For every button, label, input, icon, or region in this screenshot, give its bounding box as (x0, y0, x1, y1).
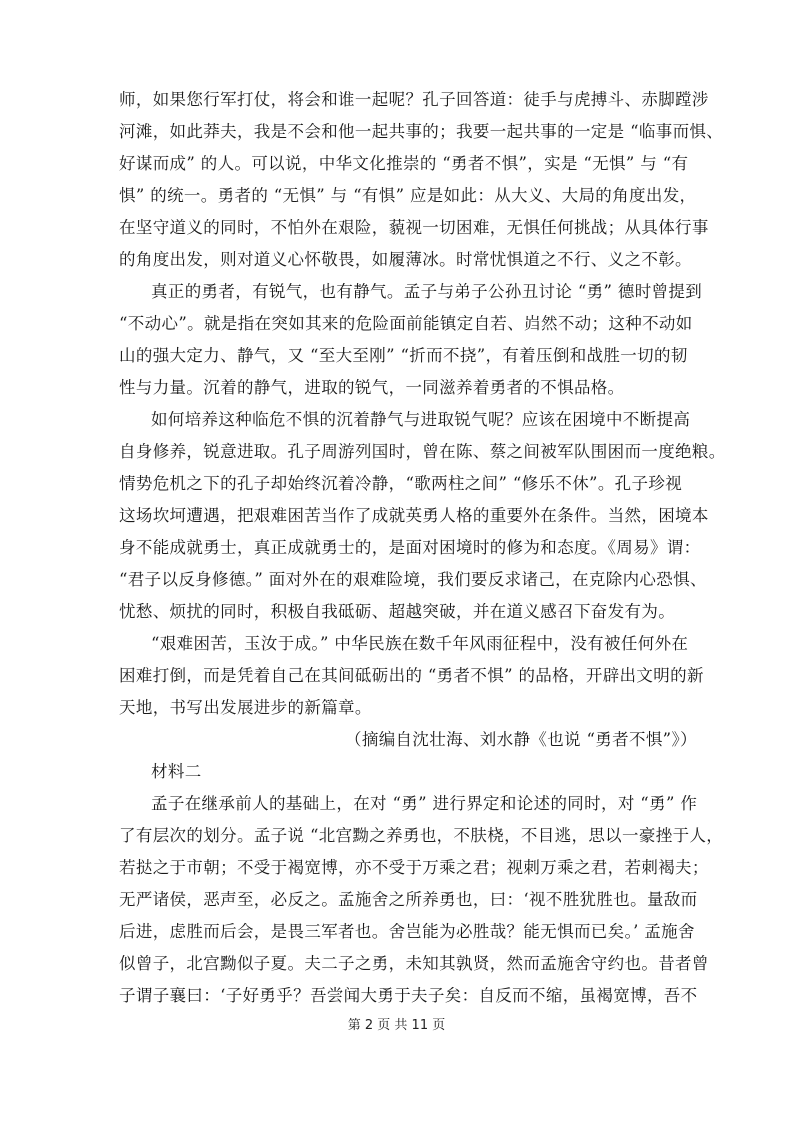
body-line: 师，如果您行军打仗，将会和谁一起呢？孔子回答道：徒手与虎搏斗、赤脚蹚涉 (119, 90, 709, 109)
body-line: 孟子在继承前人的基础上，在对 “勇” 进行界定和论述的同时，对 “勇” 作 (151, 794, 698, 813)
body-line: 山的强大定力、静气，又 “至大至刚” “折而不挠”，有着压倒和战胜一切的韧 (119, 346, 688, 365)
body-line: 天地，书写出发展进步的新篇章。 (119, 698, 372, 717)
page-footer: 第 2 页 共 11 页 (347, 1018, 446, 1033)
body-line: “君子以反身修德。” 面对外在的艰难险境，我们要反求诸己，在克除内心恐惧、 (119, 570, 707, 589)
body-line: 情势危机之下的孔子却始终沉着冷静，“歌两柱之间” “修乐不休”。孔子珍视 (119, 474, 683, 493)
body-line: 的角度出发，则对道义心怀敬畏，如履薄冰。时常忧惧道之不行、义之不彰。 (119, 250, 692, 269)
body-line: 无严诸侯，恶声至，必反之。孟施舍之所养勇也，曰：‘视不胜犹胜也。量敌而 (119, 890, 698, 909)
body-line: “艰难困苦，玉汝于成。” 中华民族在数千年风雨征程中，没有被任何外在 (151, 634, 689, 653)
body-line: 自身修养，锐意进取。孔子周游列国时，曾在陈、蔡之间被军队围困而一度绝粮。 (119, 442, 726, 461)
body-line: 身不能成就勇士，真正成就勇士的，是面对困境时的修为和态度。《周易》谓： (119, 538, 701, 557)
body-line: 河滩，如此莽夫，我是不会和他一起共事的；我要一起共事的一定是 “临事而惧、 (119, 122, 724, 141)
body-line: 困难打倒，而是凭着自己在其间砥砺出的 “勇者不惧” 的品格，开辟出文明的新 (119, 666, 704, 685)
source-citation: （摘编自沈壮海、刘水静《也说 “勇者不惧”》） (345, 730, 697, 749)
body-line: 忧愁、烦扰的同时，积极自我砥砺、超越突破，并在道义感召下奋发有为。 (119, 602, 676, 621)
body-line: 这场坎坷遭遇，把艰难困苦当作了成就英勇人格的重要外在条件。当然，困境本 (119, 506, 709, 525)
body-line: 性与力量。沉着的静气，进取的锐气，一同滋养着勇者的不惧品格。 (119, 378, 625, 397)
body-line: 惧” 的统一。勇者的 “无惧” 与 “有惧” 应是如此：从大义、大局的角度出发， (119, 186, 697, 205)
body-line: 真正的勇者，有锐气，也有静气。孟子与弟子公孙丑讨论 “勇” 德时曾提到 (151, 282, 703, 301)
body-line: 在坚守道义的同时，不怕外在艰险，藐视一切困难，无惧任何挑战；从具体行事 (119, 218, 709, 237)
body-line: 子谓子襄曰：‘子好勇乎？吾尝闻大勇于夫子矣：自反而不缩，虽褐宽博，吾不 (119, 986, 698, 1005)
body-line: 若挞之于市朝；不受于褐宽博，亦不受于万乘之君；视刺万乘之君，若刺褐夫； (119, 858, 709, 877)
body-line: 后进，虑胜而后会，是畏三军者也。舍岂能为必胜哉？能无惧而已矣。’ 孟施舍 (119, 922, 695, 941)
body-line: 了有层次的划分。孟子说 “北宫黝之养勇也，不肤桡，不目逃，思以一豪挫于人， (119, 826, 724, 845)
body-line: 如何培养这种临危不惧的沉着静气与进取锐气呢？应该在困境中不断提高 (151, 410, 691, 429)
body-line: “不动心”。就是指在突如其来的危险面前能镇定自若、岿然不动；这种不动如 (119, 314, 693, 333)
body-line: 似曾子，北宫黝似子夏。夫二子之勇，未知其孰贤，然而孟施舍守约也。昔者曾 (119, 954, 709, 973)
section-heading: 材料二 (151, 762, 202, 781)
body-line: 好谋而成” 的人。可以说，中华文化推崇的 “勇者不惧”，实是 “无惧” 与 “有 (119, 154, 689, 173)
